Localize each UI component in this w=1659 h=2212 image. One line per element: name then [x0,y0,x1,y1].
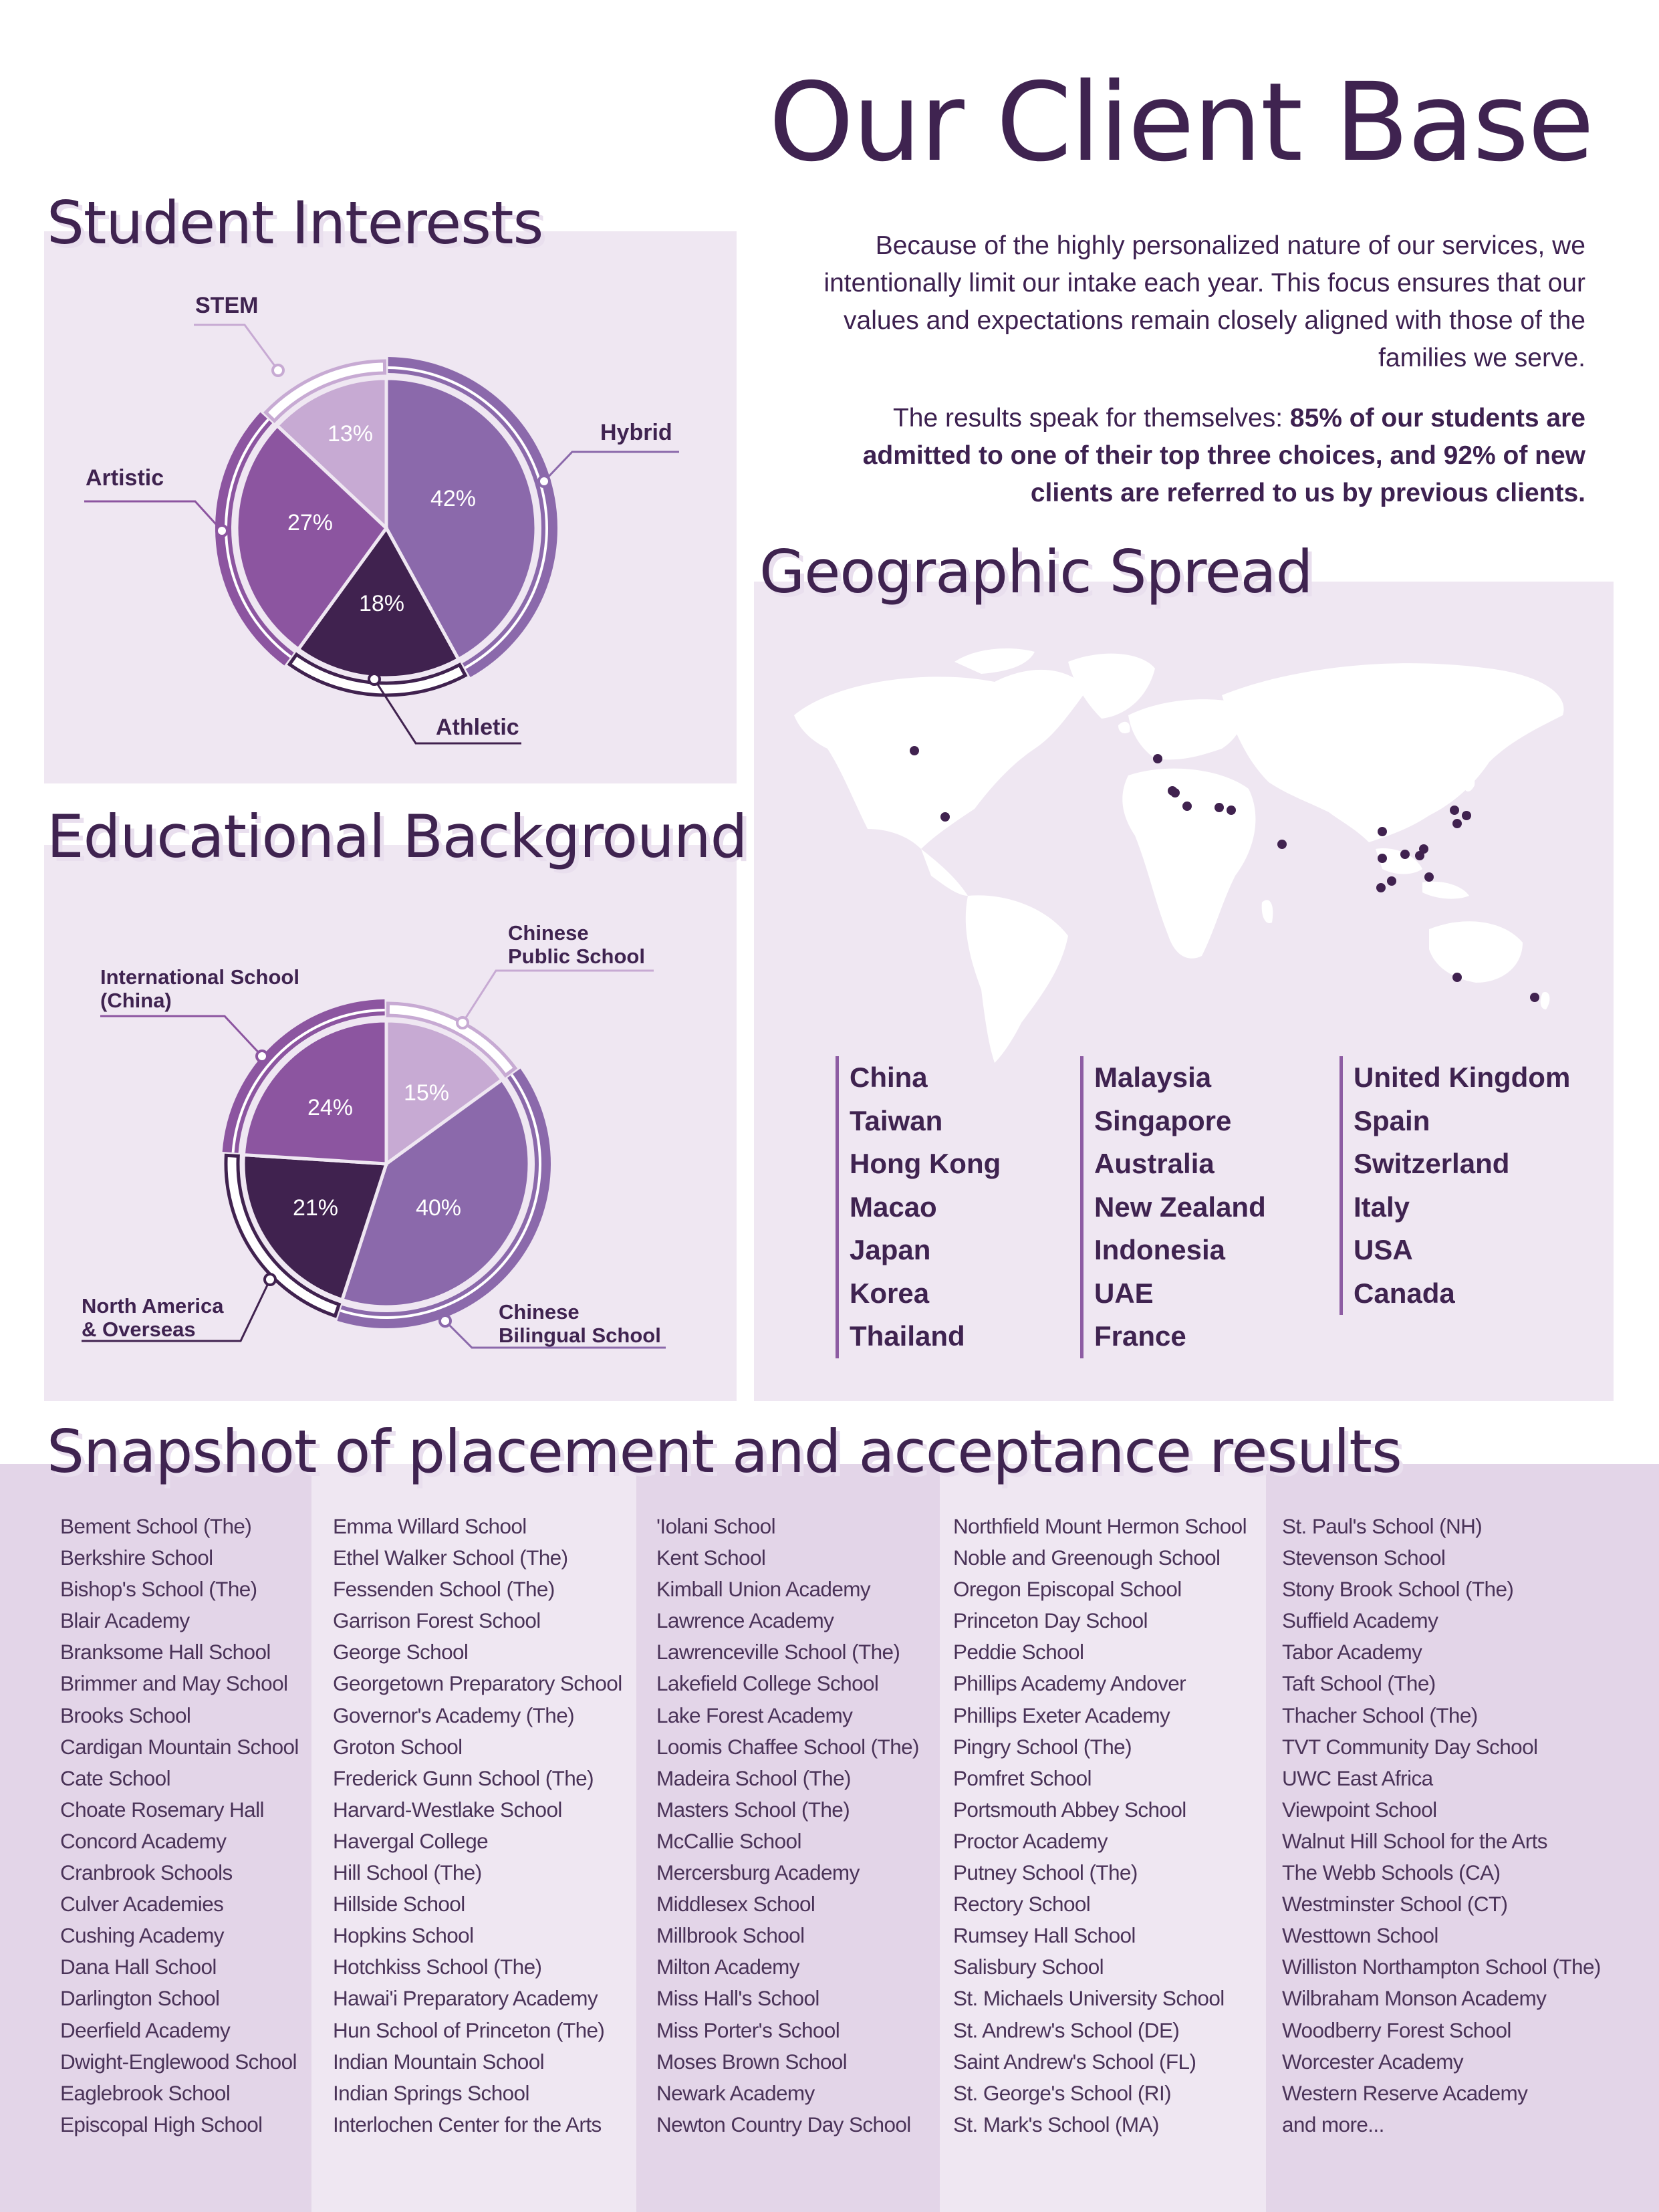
page-title: Our Client Base [769,60,1593,186]
school-list-item: Eaglebrook School [60,2080,231,2105]
school-list-item: Bement School (The) [60,1514,252,1538]
eb-value-chinese-bilingual: 40% [415,1195,462,1221]
school-list-item: Putney School (The) [953,1860,1138,1885]
school-list-item: Tabor Academy [1282,1640,1422,1665]
location-dot [1376,883,1386,892]
school-list-item: Proctor Academy [953,1828,1108,1853]
school-list-item: Millbrook School [656,1923,805,1948]
location-dot [1530,993,1539,1002]
school-list-item: Interlochen Center for the Arts [333,2112,602,2136]
school-list-item: Saint Andrew's School (FL) [953,2049,1196,2074]
school-list-item: Emma Willard School [333,1514,527,1538]
school-list-item: Woodberry Forest School [1282,2017,1511,2042]
si-value-athletic: 18% [358,591,405,616]
school-list-item: TVT Community Day School [1282,1734,1538,1759]
school-list-item: Concord Academy [60,1828,227,1853]
school-list-item: Lakefield College School [656,1671,879,1696]
country-column-3 [1339,1056,1570,1315]
school-list-item: Bishop's School (The) [60,1577,257,1602]
location-dot [1378,854,1387,863]
school-list-item: Blair Academy [60,1608,190,1633]
si-label-artistic: Artistic [86,465,164,491]
school-list-item: Milton Academy [656,1955,799,1979]
location-dot [1462,811,1471,820]
location-dot [1452,819,1462,828]
country-item: Spain [1354,1104,1430,1136]
school-list-item: Governor's Academy (The) [333,1703,575,1727]
school-list-item: Newton Country Day School [656,2112,911,2136]
school-list-item: Brimmer and May School [60,1671,288,1696]
school-list-item: Worcester Academy [1282,2049,1464,2074]
school-list-item: Viewpoint School [1282,1797,1437,1822]
school-list-item: St. Mark's School (MA) [953,2112,1159,2136]
school-column-3 [636,1464,940,2212]
school-list-item: Loomis Chaffee School (The) [656,1734,919,1759]
educational-background-chart [44,845,737,1401]
country-item: Indonesia [1094,1234,1226,1265]
school-list-item: Newark Academy [656,2080,815,2105]
student-interests-chart [44,231,737,783]
location-dot [1227,806,1236,815]
school-list-item: St. Michaels University School [953,1986,1225,2011]
school-list-item: Rectory School [953,1892,1091,1917]
results-paragraph [797,400,1585,512]
school-list-item: Williston Northampton School (The) [1282,1955,1601,1979]
school-list-item: Oregon Episcopal School [953,1577,1182,1602]
student-interests-heading: Student Interests [47,189,543,257]
eb-value-north-america: 21% [292,1195,339,1221]
school-list-item: Peddie School [953,1640,1084,1665]
school-list-item: Pingry School (The) [953,1734,1132,1759]
si-value-hybrid: 42% [430,486,477,511]
eb-value-international: 24% [307,1095,354,1120]
country-column-1 [836,1056,1001,1358]
school-list-item: Madeira School (The) [656,1765,851,1790]
location-dot [1182,802,1192,811]
school-column-1 [0,1464,311,2212]
school-list-item: Dwight-Englewood School [60,2049,297,2074]
school-list-item: Princeton Day School [953,1608,1148,1633]
school-list-item: Harvard-Westlake School [333,1797,562,1822]
school-list-item: Phillips Academy Andover [953,1671,1186,1696]
school-list-item: Hun School of Princeton (The) [333,2017,605,2042]
school-list-item: Westminster School (CT) [1282,1892,1508,1917]
school-list-item: and more... [1282,2112,1384,2136]
school-list-item: Cate School [60,1765,171,1790]
school-list-item: Phillips Exeter Academy [953,1703,1170,1727]
results-highlight: 85% of our students are admitted to one of their top three choices, and 92% of new clients are referred to us by previous clients. [862,404,1585,507]
si-leader-3 [194,325,278,370]
school-list-item: St. Paul's School (NH) [1282,1514,1483,1538]
school-list-item: 'Iolani School [656,1514,775,1538]
school-list-item: Stevenson School [1282,1546,1446,1570]
location-dot [1215,803,1224,812]
placements-heading: Snapshot of placement and acceptance results [47,1417,1402,1486]
geographic-spread-heading: Geographic Spread [759,537,1313,606]
school-list-item: Lawrenceville School (The) [656,1640,900,1665]
school-list-item: Georgetown Preparatory School [333,1671,622,1696]
school-list-item: Moses Brown School [656,2049,848,2074]
school-list-item: Dana Hall School [60,1955,217,1979]
location-dot [1424,872,1434,882]
country-item: United Kingdom [1354,1062,1571,1093]
school-list-item: The Webb Schools (CA) [1282,1860,1501,1885]
si-leader-0 [544,452,679,481]
school-list-item: Branksome Hall School [60,1640,271,1665]
school-list-item: Cranbrook Schools [60,1860,233,1885]
country-item: New Zealand [1094,1191,1266,1223]
country-item: Italy [1354,1191,1410,1223]
school-list-item: Berkshire School [60,1546,213,1570]
si-label-athletic: Athletic [436,715,519,740]
si-leader-dot-1 [369,674,380,685]
school-list-item: Western Reserve Academy [1282,2080,1528,2105]
school-list-item: Taft School (The) [1282,1671,1436,1696]
school-list-item: Kimball Union Academy [656,1577,871,1602]
school-column-2 [311,1464,636,2212]
school-list-item: Darlington School [60,1986,220,2011]
school-list-item: Lake Forest Academy [656,1703,853,1727]
school-list-item: George School [333,1640,469,1665]
country-item: Malaysia [1094,1062,1212,1093]
country-item: Switzerland [1354,1148,1510,1179]
si-leader-2 [84,501,222,531]
school-list-item: Cushing Academy [60,1923,224,1948]
school-list-item: Northfield Mount Hermon School [953,1514,1247,1538]
school-list-item: Culver Academies [60,1892,224,1917]
country-item: China [850,1062,928,1093]
location-dot [1170,788,1180,797]
school-list-item: Hopkins School [333,1923,474,1948]
school-list-item: Cardigan Mountain School [60,1734,299,1759]
country-item: Thailand [850,1320,965,1352]
country-item: Taiwan [850,1104,943,1136]
school-list-item: Indian Springs School [333,2080,529,2105]
school-column-5 [1266,1464,1659,2212]
school-list-item: Walnut Hill School for the Arts [1282,1828,1547,1853]
eb-label-chinese-bilingual: Chinese Bilingual School [499,1300,661,1347]
si-leader-dot-2 [217,525,227,536]
eb-label-north-america: North America & Overseas [82,1294,224,1341]
eb-value-chinese-public: 15% [403,1080,450,1106]
school-list-item: Middlesex School [656,1892,815,1917]
school-list-item: Pomfret School [953,1765,1092,1790]
eb-label-international: International School (China) [100,965,299,1012]
school-list-item: Thacher School (The) [1282,1703,1478,1727]
country-item: Hong Kong [850,1148,1001,1179]
school-list-item: Frederick Gunn School (The) [333,1765,594,1790]
school-list-item: Groton School [333,1734,463,1759]
eb-leader-dot-2 [265,1274,275,1285]
school-list-item: Masters School (The) [656,1797,850,1822]
school-list-item: St. Andrew's School (DE) [953,2017,1180,2042]
school-list-item: Brooks School [60,1703,191,1727]
world-map [754,582,1614,1063]
school-list-item: Wilbraham Monson Academy [1282,1986,1547,2011]
school-list-item: Noble and Greenough School [953,1546,1221,1570]
school-list-item: Deerfield Academy [60,2017,231,2042]
si-label-stem: STEM [195,293,259,318]
school-list-item: Indian Mountain School [333,2049,545,2074]
si-label-hybrid: Hybrid [600,420,672,445]
country-column-2 [1080,1056,1266,1358]
eb-leader-0 [463,971,654,1023]
country-item: France [1094,1320,1186,1352]
school-list-item: Portsmouth Abbey School [953,1797,1186,1822]
school-list-item: Ethel Walker School (The) [333,1546,568,1570]
school-list-item: Fessenden School (The) [333,1577,555,1602]
school-list-item: Stony Brook School (The) [1282,1577,1514,1602]
country-item: USA [1354,1234,1413,1265]
school-list-item: Salisbury School [953,1955,1104,1979]
school-list-item: Kent School [656,1546,766,1570]
country-item: UAE [1094,1277,1154,1309]
school-list-item: Hillside School [333,1892,465,1917]
si-value-artistic: 27% [287,510,334,535]
location-dot [1387,876,1396,886]
location-dot [910,746,919,755]
school-list-item: Miss Hall's School [656,1986,819,2011]
school-list-item: Lawrence Academy [656,1608,834,1633]
school-list-item: Rumsey Hall School [953,1923,1136,1948]
si-value-stem: 13% [327,421,374,447]
intro-paragraph: Because of the highly personalized nature of our services, we intentionally limit our intake each year. This focus ensures that our values and expectations remain closely aligned with those of the families we serve. [823,231,1585,372]
school-list-item: Hotchkiss School (The) [333,1955,542,1979]
school-list-item: Choate Rosemary Hall [60,1797,264,1822]
school-list-item: Garrison Forest School [333,1608,541,1633]
eb-leader-3 [100,1016,262,1056]
si-leader-dot-3 [273,365,283,376]
eb-leader-dot-3 [257,1051,267,1062]
country-item: Canada [1354,1277,1455,1309]
school-list-item: Episcopal High School [60,2112,263,2136]
eb-slice-3 [243,1021,386,1164]
location-dot [1452,973,1462,982]
location-dot [1153,754,1162,763]
location-dot [1400,850,1410,859]
location-dot [1378,827,1387,836]
school-list-item: Suffield Academy [1282,1608,1438,1633]
school-list-item: Mercersburg Academy [656,1860,860,1885]
location-dot [940,812,950,822]
eb-label-chinese-public: Chinese Public School [508,921,645,968]
si-leader-dot-0 [539,476,549,487]
results-prefix: The results speak for themselves: [892,404,1290,433]
school-list-item: St. George's School (RI) [953,2080,1171,2105]
school-list-item: Hawai'i Preparatory Academy [333,1986,598,2011]
eb-leader-dot-0 [457,1017,468,1028]
country-item: Japan [850,1234,931,1265]
world-map-landmasses [794,648,1564,1063]
school-list-item: UWC East Africa [1282,1765,1433,1790]
school-list-item: Hill School (The) [333,1860,482,1885]
location-dot [1277,840,1287,849]
school-column-4 [940,1464,1266,2212]
school-list-item: Westtown School [1282,1923,1438,1948]
school-list-item: Havergal College [333,1828,489,1853]
educational-background-heading: Educational Background [47,802,747,871]
country-item: Singapore [1094,1104,1232,1136]
location-dot [1419,844,1428,854]
school-list-item: McCallie School [656,1828,801,1853]
country-item: Australia [1094,1148,1215,1179]
country-item: Macao [850,1191,937,1223]
country-item: Korea [850,1277,930,1309]
school-list-item: Miss Porter's School [656,2017,840,2042]
location-dot [1450,806,1459,815]
eb-leader-dot-1 [440,1316,451,1326]
